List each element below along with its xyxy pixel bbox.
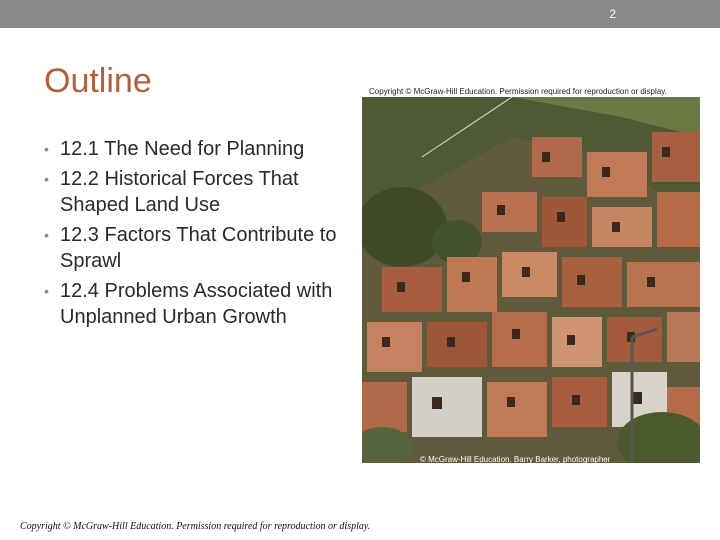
bullet-text: 12.1 The Need for Planning <box>60 138 305 160</box>
bullet-item <box>40 222 350 274</box>
bullet-text: 12.4 Problems Associated with Unplanned Urban Growth <box>60 280 333 328</box>
bullet-dot-icon: • <box>44 141 49 157</box>
bullet-item <box>40 166 350 218</box>
top-bar <box>0 0 720 28</box>
bullet-text: 12.3 Factors That Contribute to Sprawl <box>60 224 337 272</box>
bullet-dot-icon: • <box>44 283 49 299</box>
photo-copyright: Copyright © McGraw-Hill Education. Permission required for reproduction or display. <box>369 87 667 96</box>
slide-title: Outline <box>44 62 152 100</box>
photo-credit: © McGraw-Hill Education. Barry Barker, photographer <box>420 455 611 464</box>
bullet-item <box>40 136 350 162</box>
favela-photo <box>362 97 700 463</box>
hillside-houses-illustration <box>362 97 700 463</box>
bullet-text: 12.2 Historical Forces That Shaped Land Use <box>60 168 299 216</box>
bullet-list <box>40 136 350 334</box>
page-number: 2 <box>609 7 616 21</box>
bullet-dot-icon: • <box>44 227 49 243</box>
footer-copyright: Copyright © McGraw-Hill Education. Permission required for reproduction or display. <box>20 521 371 532</box>
bullet-dot-icon: • <box>44 171 49 187</box>
bullet-item <box>40 278 350 330</box>
